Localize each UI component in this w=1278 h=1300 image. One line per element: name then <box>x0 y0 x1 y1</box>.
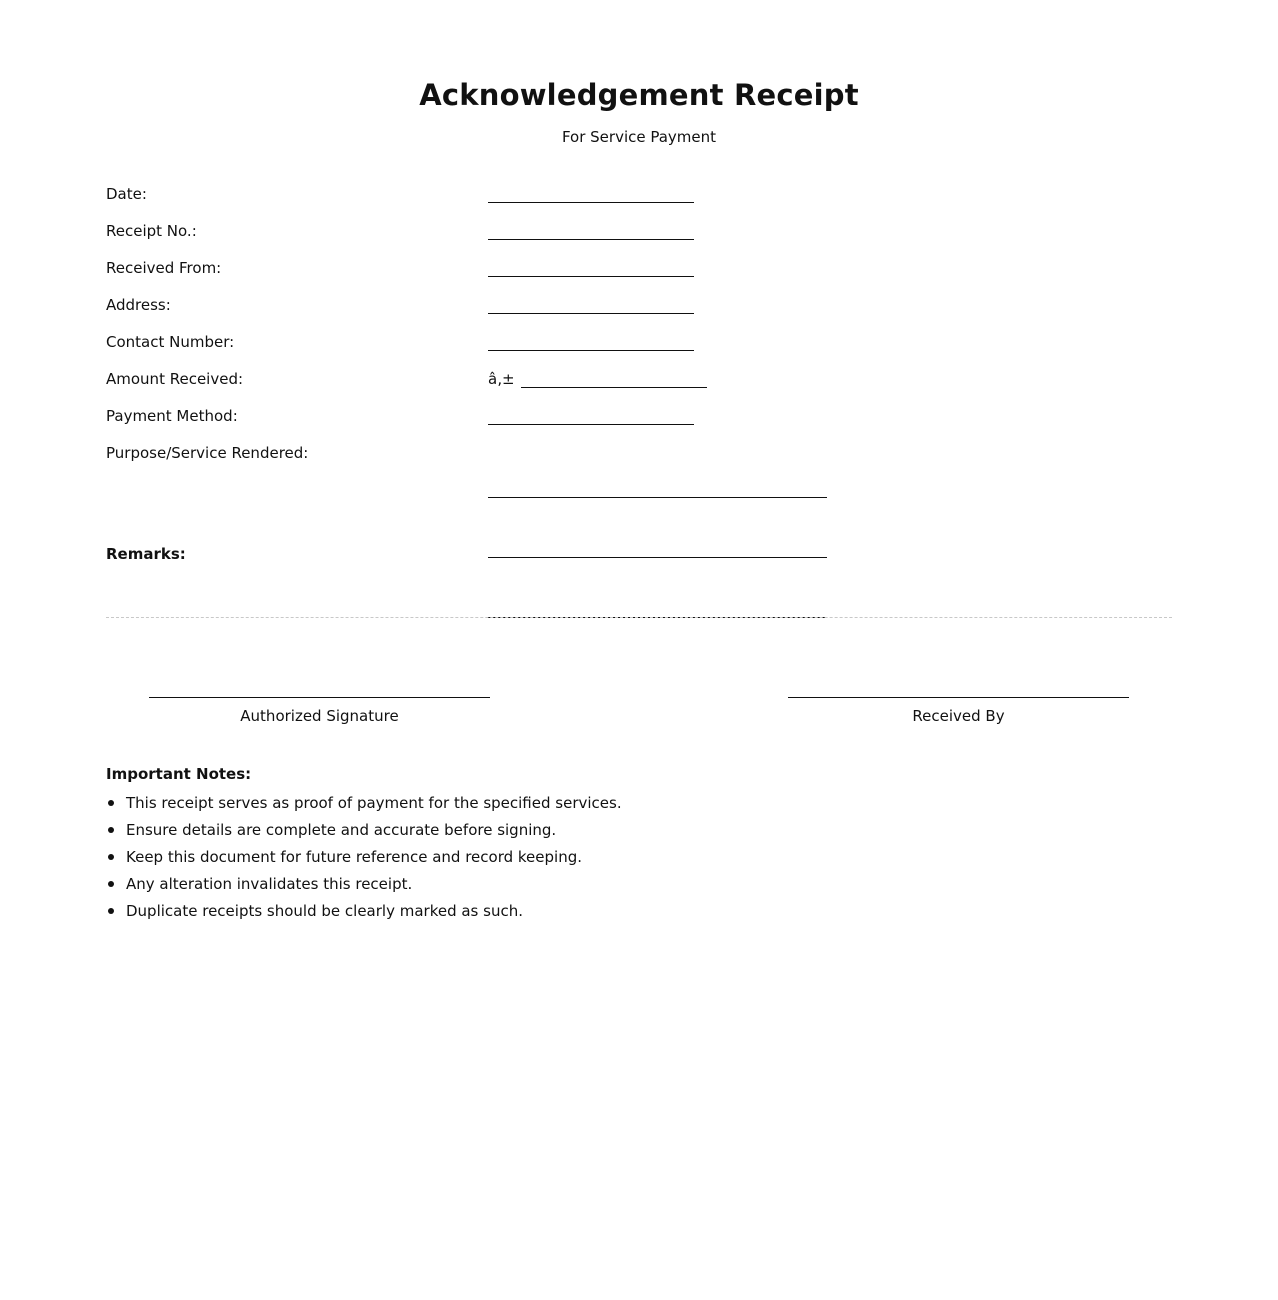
received-by-line <box>788 697 1129 698</box>
authorized-signature-line <box>149 697 490 698</box>
purpose-label: Purpose/Service Rendered: <box>106 444 309 462</box>
address-field <box>106 296 1172 320</box>
authorized-signature-label: Authorized Signature <box>240 707 399 725</box>
amount-blank <box>521 370 707 388</box>
list-item: Keep this document for future reference and record keeping. <box>106 847 622 874</box>
authorized-signature-block <box>149 697 490 725</box>
received-from-label: Received From: <box>106 259 222 277</box>
purpose-blank-2 <box>488 541 827 558</box>
address-label: Address: <box>106 296 171 314</box>
list-item: Ensure details are complete and accurate before signing. <box>106 820 622 847</box>
address-blank <box>488 296 694 314</box>
payment-method-label: Payment Method: <box>106 407 238 425</box>
amount-received-field <box>106 370 1172 394</box>
contact-number-blank <box>488 333 694 351</box>
received-by-label: Received By <box>912 707 1005 725</box>
currency-symbol: â‚± <box>488 370 515 388</box>
purpose-blank-1 <box>488 481 827 498</box>
remarks-divider <box>106 617 1172 618</box>
list-item: Duplicate receipts should be clearly marked as such. <box>106 901 622 928</box>
date-field <box>106 185 1172 209</box>
notes-heading: Important Notes: <box>106 765 252 783</box>
receipt-no-label: Receipt No.: <box>106 222 197 240</box>
payment-method-blank <box>488 407 694 425</box>
notes-list <box>106 793 622 928</box>
contact-number-label: Contact Number: <box>106 333 235 351</box>
received-from-field <box>106 259 1172 283</box>
page-title: Acknowledgement Receipt <box>419 78 859 112</box>
remarks-label: Remarks: <box>106 545 186 563</box>
receipt-no-field <box>106 222 1172 246</box>
amount-received-label: Amount Received: <box>106 370 244 388</box>
list-item: Any alteration invalidates this receipt. <box>106 874 622 901</box>
purpose-blank-3 <box>488 601 827 618</box>
received-by-block <box>788 697 1129 725</box>
list-item: This receipt serves as proof of payment for the specified services. <box>106 793 622 820</box>
receipt-no-blank <box>488 222 694 240</box>
date-label: Date: <box>106 185 147 203</box>
payment-method-field <box>106 407 1172 431</box>
contact-number-field <box>106 333 1172 357</box>
page-subtitle: For Service Payment <box>561 128 717 146</box>
received-from-blank <box>488 259 694 277</box>
date-blank <box>488 185 694 203</box>
purpose-field <box>106 444 1172 514</box>
